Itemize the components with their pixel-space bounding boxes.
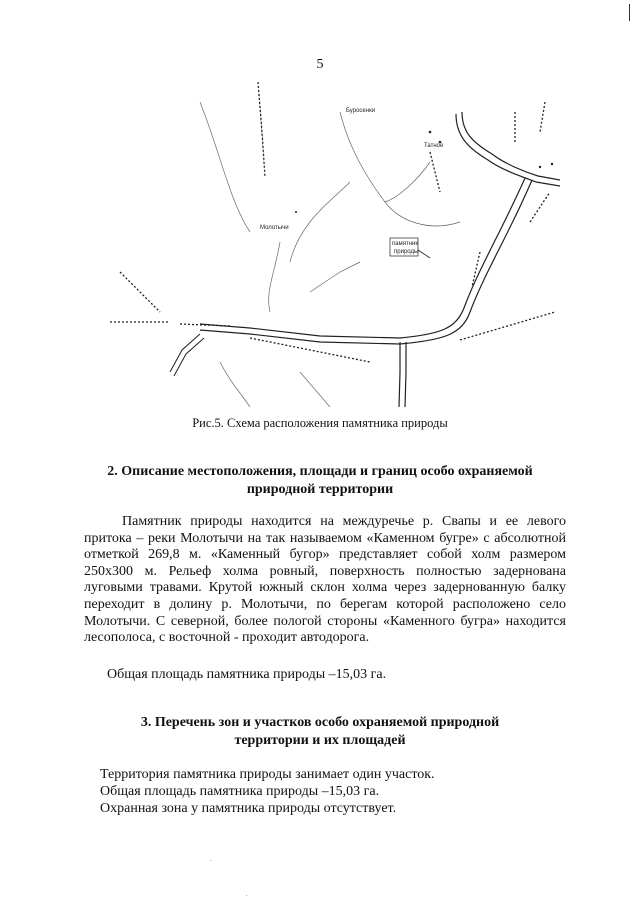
section-2-paragraph: Памятник природы находится на междуречье р. Свапы и ее левого притока – реки Молотычи на так называемом «Каменном бугре» с абсолютной отметкой 269,8 м. «Каменный бугор» представляет собой холм размером 250х300 м. Рельеф холма ровный, поверхность полностью задернована луговыми травами. Крутой южный склон холма через задернованную балку переходит в долину р. Молотычи, по берегам которой расположено село Молотычи. С северной, более пологой стороны «Каменного бугра» находится лесополоса, с восточной - проходит автодорога. [84, 514, 566, 646]
secondary-road [170, 334, 204, 376]
label-burosenki: Буросенки [346, 108, 376, 114]
section-3-line-3: Охранная зона у памятника природы отсутствует. [100, 801, 397, 816]
label-tatino: Татное [424, 143, 444, 149]
section-2-area-line: Общая площадь памятника природы –15,03 га. [107, 667, 387, 682]
main-road [200, 112, 560, 407]
scan-speck [246, 895, 247, 896]
rivers [200, 102, 460, 407]
section-3-line-1: Территория памятника природы занимает один участок. [100, 767, 435, 782]
scan-speck [210, 860, 211, 861]
figure-caption: Рис.5. Схема расположения памятника природы [192, 416, 448, 430]
section-2-heading-line-1: 2. Описание местоположения, площади и границ особо охраняемой [107, 464, 533, 479]
section-2-heading-line-2: природной территории [246, 482, 394, 497]
section-3-heading [70, 714, 570, 750]
label-molotychi: Молотычи [260, 225, 289, 231]
label-monument-1: памятник [392, 241, 418, 247]
section-3-heading-line-1: 3. Перечень зон и участков особо охраняемой природной [140, 715, 500, 730]
section-2-heading [70, 463, 570, 499]
section-3-line-2: Общая площадь памятника природы –15,03 га. [100, 784, 380, 799]
label-monument-2: природы [394, 249, 419, 255]
forest-belts [110, 82, 555, 362]
page-edge-mark [629, 4, 630, 21]
location-map [100, 72, 560, 407]
page-number: 5 [316, 57, 324, 72]
section-3-heading-line-2: территории и их площадей [234, 733, 406, 748]
